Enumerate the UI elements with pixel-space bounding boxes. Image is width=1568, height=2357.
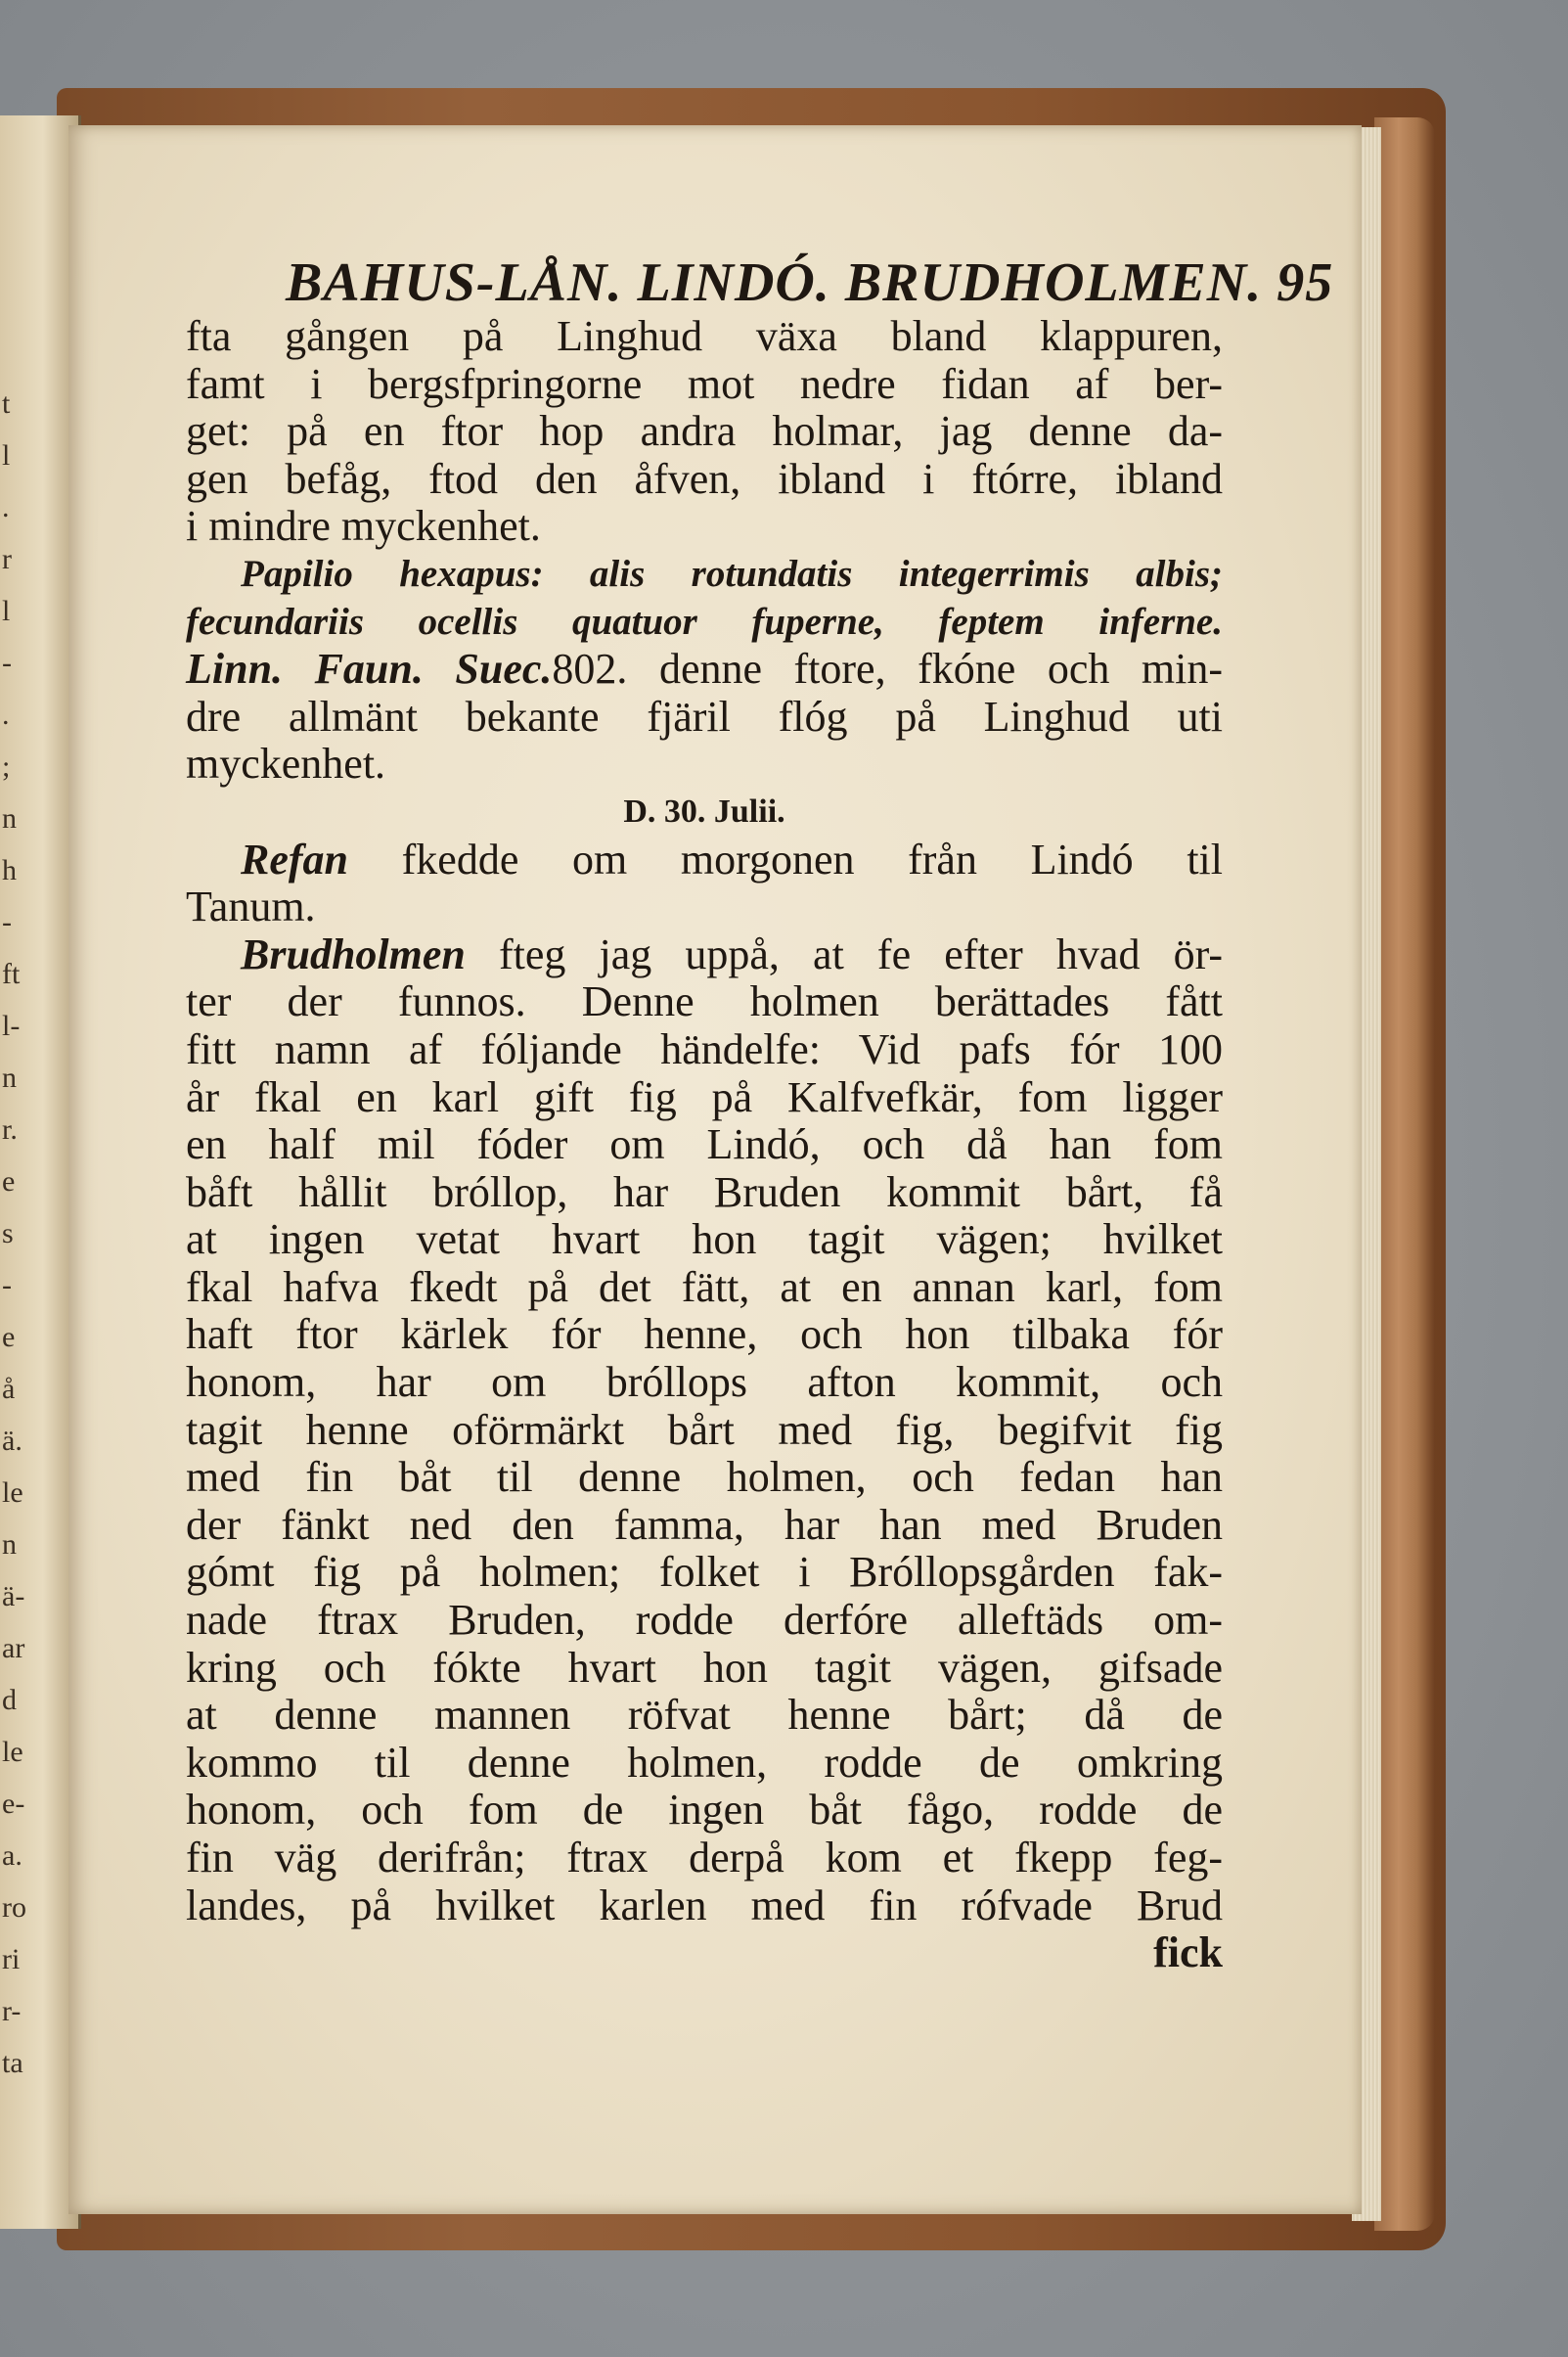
left-page-fragment: s [2, 1217, 14, 1249]
line-text: gen befåg, ftod den åfven, ibland i ftórre, ibland [186, 454, 1223, 503]
left-page-fragment: ä- [2, 1580, 25, 1612]
text-line [186, 503, 1223, 551]
text-line [186, 646, 1223, 694]
text-line [186, 837, 1223, 884]
line-text: kommo til denne holmen, rodde de omkring [186, 1738, 1223, 1787]
line-text: båft hållit bróllop, har Bruden kommit bårt, få [186, 1167, 1223, 1216]
left-page-fragment: t [2, 387, 11, 420]
text-line [186, 1929, 1223, 1977]
line-text: ter der funnos. Denne holmen berättades fått [186, 977, 1223, 1026]
text-line [186, 1407, 1223, 1455]
left-page-fragment: ta [2, 2047, 23, 2079]
line-text: fta gången på Linghud växa bland klappuren, [186, 312, 1223, 360]
line-text: år fkal en karl gift fig på Kalfvefkär, fom ligger [186, 1072, 1223, 1121]
text-line [186, 1121, 1223, 1169]
cover-fore-edge [1374, 117, 1435, 2231]
line-text: fitt namn af fóljande händelfe: Vid pafs fór 100 [186, 1024, 1223, 1073]
text-line [186, 1787, 1223, 1835]
left-page-fragment: e- [2, 1788, 25, 1820]
left-page-fragment: le [2, 1736, 23, 1768]
line-text: fteg jag uppå, at fe efter hvad ör- [465, 929, 1223, 978]
line-text: gómt fig på holmen; folket i Bróllopsgården fak- [186, 1548, 1223, 1597]
text-line [186, 741, 1223, 789]
text-line [186, 599, 1223, 647]
line-text: med fin båt til denne holmen, och fedan han [186, 1453, 1223, 1502]
left-page-fragment: - [2, 906, 12, 938]
text-line [186, 789, 1223, 837]
left-page-fragment: a. [2, 1839, 22, 1872]
left-page-fragment: å [2, 1373, 16, 1405]
left-page-fragment: le [2, 1476, 23, 1509]
left-page-fragment: d [2, 1684, 17, 1716]
italic-text: Linn. Faun. Suec. [186, 645, 553, 694]
text-line [186, 313, 1223, 361]
page-number: 95 [1277, 252, 1334, 313]
left-page-fragment: ft [2, 958, 21, 990]
text-line [186, 1882, 1223, 1930]
left-page-fragment: ri [2, 1943, 21, 1975]
left-page-fragment: h [2, 854, 17, 886]
line-text: honom, har om bróllops afton kommit, och [186, 1358, 1223, 1407]
left-page-fragment: ä. [2, 1425, 22, 1457]
text-line [186, 408, 1223, 456]
text-line [186, 1216, 1223, 1264]
left-page-fragment: . [2, 491, 10, 523]
left-page-fragment: n [2, 802, 17, 835]
running-title: BAHUS-LÅN. LINDÓ. BRUDHOLMEN. [286, 252, 1263, 313]
left-page-fragment: ar [2, 1632, 25, 1664]
book-page [68, 125, 1362, 2214]
line-text: landes, på hvilket karlen med fin rófvade Brud [186, 1881, 1223, 1929]
line-text: Papilio hexapus: alis rotundatis integerrimis albis; [241, 552, 1223, 595]
left-page-fragment: l- [2, 1010, 21, 1042]
left-page-fragment: e [2, 1321, 16, 1353]
text-line [186, 551, 1223, 599]
left-page-fragment: l [2, 595, 11, 627]
line-text: Tanum. [186, 883, 316, 931]
text-line [186, 1645, 1223, 1693]
line-text: at ingen vetat hvart hon tagit vägen; hvilket [186, 1215, 1223, 1264]
line-text: fick [1153, 1928, 1223, 1977]
line-text: en half mil fóder om Lindó, och då han fom [186, 1120, 1223, 1169]
left-page-fragment: l [2, 439, 11, 472]
text-line [186, 1835, 1223, 1882]
left-page-fragment: r. [2, 1113, 18, 1146]
text-line [186, 1264, 1223, 1312]
text-line [186, 1359, 1223, 1407]
left-page-fragment: ro [2, 1891, 26, 1924]
line-text: myckenhet. [186, 740, 386, 789]
italic-text: Brudholmen [241, 929, 466, 978]
left-page-fragment: - [2, 1269, 12, 1301]
line-text: fkedde om morgonen från Lindó til [348, 835, 1223, 884]
line-text: fecundariis ocellis quatuor fuperne, feptem inferne. [186, 600, 1223, 643]
left-page-fragment: n [2, 1528, 17, 1561]
line-text: fin väg derifrån; ftrax derpå kom et fkepp feg- [186, 1834, 1223, 1881]
line-text: fkal hafva fkedt på det fätt, at en annan karl, fom [186, 1262, 1223, 1311]
text-line [186, 1169, 1223, 1217]
left-page-fragment: e [2, 1165, 16, 1198]
text-line [186, 1502, 1223, 1550]
text-line [186, 1074, 1223, 1122]
left-page-fragment: ; [2, 750, 11, 783]
text-line [186, 456, 1223, 504]
line-text: famt i bergsfpringorne mot nedre fidan af ber- [186, 359, 1223, 408]
text-line [186, 1454, 1223, 1502]
line-text: honom, och fom de ingen båt fågo, rodde de [186, 1786, 1223, 1835]
line-text: der fänkt ned den famma, har han med Bruden [186, 1500, 1223, 1549]
line-text: D. 30. Julii. [623, 793, 785, 830]
italic-text: Refan [241, 835, 348, 884]
text-line [186, 1740, 1223, 1788]
line-text: get: på en ftor hop andra holmar, jag denne da- [186, 407, 1223, 456]
line-text: at denne mannen röfvat henne bårt; då de [186, 1691, 1223, 1740]
left-page-fragment: n [2, 1062, 17, 1094]
text-line [186, 931, 1223, 979]
left-page-fragment: r- [2, 1995, 22, 2027]
line-text: kring och fókte hvart hon tagit vägen, gifsade [186, 1643, 1223, 1692]
text-line [186, 978, 1223, 1026]
text-line [186, 1692, 1223, 1740]
running-header [286, 252, 1334, 313]
line-text: i mindre myckenhet. [186, 502, 541, 551]
line-text: haft ftor kärlek fór henne, och hon tilbaka fór [186, 1310, 1223, 1359]
text-line [186, 694, 1223, 742]
line-text: nade ftrax Bruden, rodde derfóre alleftäds om- [186, 1596, 1223, 1645]
line-text: tagit henne oförmärkt bårt med fig, begifvit fig [186, 1405, 1223, 1454]
text-line [186, 884, 1223, 931]
left-page-fragment: r [2, 543, 12, 575]
text-line [186, 1549, 1223, 1597]
text-line [186, 1597, 1223, 1645]
text-line [186, 1311, 1223, 1359]
page-text [186, 252, 1334, 1977]
line-text: dre allmänt bekante fjäril flóg på Linghud uti [186, 692, 1223, 741]
text-line [186, 1026, 1223, 1074]
line-text: 802. denne ftore, fkóne och min- [552, 645, 1223, 694]
text-line [186, 361, 1223, 409]
left-page-fragment: - [2, 647, 12, 679]
left-page-fragment: . [2, 699, 10, 731]
